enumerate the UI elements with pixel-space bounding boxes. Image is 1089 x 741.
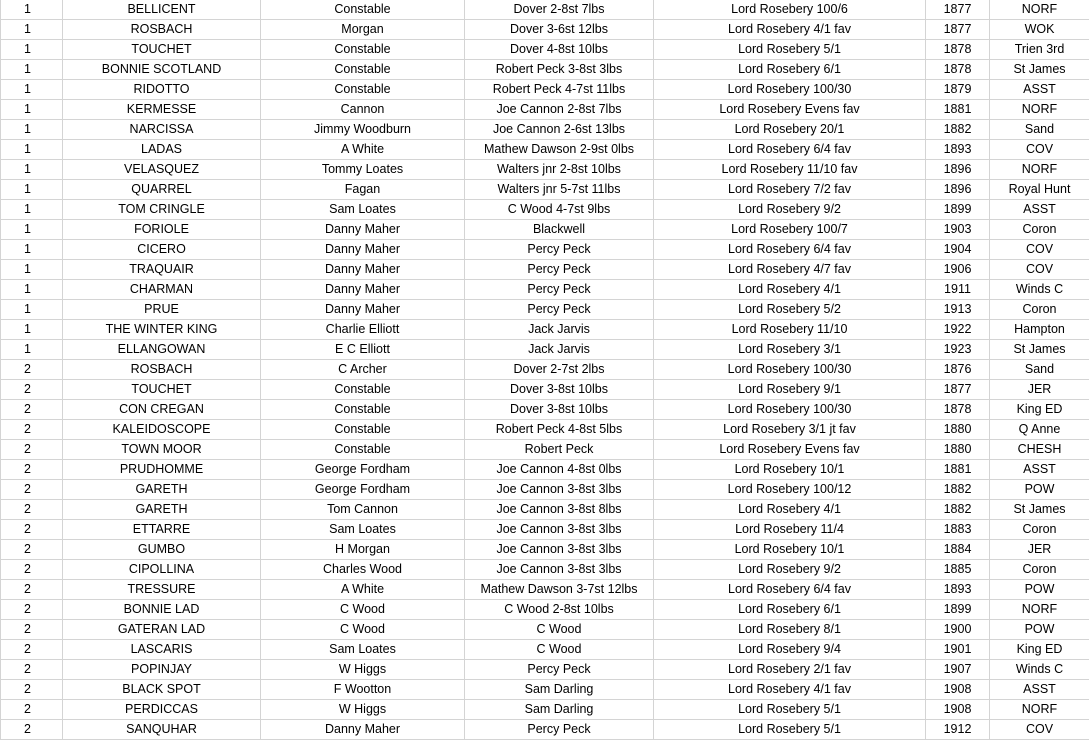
- jockey-cell[interactable]: C Wood: [261, 600, 465, 620]
- table-row: [1, 80, 1089, 100]
- horse-cell[interactable]: TRESSURE: [63, 580, 261, 600]
- jockey-cell[interactable]: Constable: [261, 440, 465, 460]
- owner-odds-cell[interactable]: Lord Rosebery 10/1: [654, 540, 926, 560]
- place-cell[interactable]: 1: [1, 260, 63, 280]
- trainer-cell[interactable]: Dover 2-8st 7lbs: [465, 0, 654, 20]
- horse-cell[interactable]: BONNIE LAD: [63, 600, 261, 620]
- trainer-cell[interactable]: Percy Peck: [465, 240, 654, 260]
- place-cell[interactable]: 1: [1, 100, 63, 120]
- owner-odds-cell[interactable]: Lord Rosebery 6/4 fav: [654, 140, 926, 160]
- race-cell[interactable]: ASST: [990, 680, 1089, 700]
- year-cell[interactable]: 1878: [926, 60, 990, 80]
- jockey-cell[interactable]: George Fordham: [261, 480, 465, 500]
- horse-cell[interactable]: CICERO: [63, 240, 261, 260]
- jockey-cell[interactable]: Constable: [261, 40, 465, 60]
- trainer-cell[interactable]: Robert Peck 3-8st 3lbs: [465, 60, 654, 80]
- trainer-cell[interactable]: C Wood: [465, 620, 654, 640]
- trainer-cell[interactable]: Mathew Dawson 3-7st 12lbs: [465, 580, 654, 600]
- owner-odds-cell[interactable]: Lord Rosebery 100/12: [654, 480, 926, 500]
- table-row: [1, 520, 1089, 540]
- year-cell[interactable]: 1882: [926, 480, 990, 500]
- horse-cell[interactable]: ROSBACH: [63, 360, 261, 380]
- year-cell[interactable]: 1881: [926, 460, 990, 480]
- place-cell[interactable]: 2: [1, 660, 63, 680]
- place-cell[interactable]: 2: [1, 480, 63, 500]
- jockey-cell[interactable]: Fagan: [261, 180, 465, 200]
- owner-odds-cell[interactable]: Lord Rosebery 9/2: [654, 560, 926, 580]
- year-cell[interactable]: 1901: [926, 640, 990, 660]
- race-cell[interactable]: Hampton: [990, 320, 1089, 340]
- place-cell[interactable]: 1: [1, 0, 63, 20]
- year-cell[interactable]: 1908: [926, 700, 990, 720]
- table-row: [1, 560, 1089, 580]
- race-cell[interactable]: Coron: [990, 300, 1089, 320]
- trainer-cell[interactable]: Joe Cannon 3-8st 3lbs: [465, 540, 654, 560]
- jockey-cell[interactable]: Danny Maher: [261, 300, 465, 320]
- owner-odds-cell[interactable]: Lord Rosebery 6/4 fav: [654, 580, 926, 600]
- horse-cell[interactable]: PRUE: [63, 300, 261, 320]
- horse-cell[interactable]: CIPOLLINA: [63, 560, 261, 580]
- owner-odds-cell[interactable]: Lord Rosebery 9/4: [654, 640, 926, 660]
- table-row: [1, 60, 1089, 80]
- horse-cell[interactable]: TOUCHET: [63, 380, 261, 400]
- trainer-cell[interactable]: Robert Peck 4-8st 5lbs: [465, 420, 654, 440]
- horse-cell[interactable]: TOWN MOOR: [63, 440, 261, 460]
- table-row: [1, 500, 1089, 520]
- jockey-cell[interactable]: Tommy Loates: [261, 160, 465, 180]
- race-cell[interactable]: NORF: [990, 0, 1089, 20]
- race-cell[interactable]: Coron: [990, 520, 1089, 540]
- jockey-cell[interactable]: Danny Maher: [261, 240, 465, 260]
- year-cell[interactable]: 1880: [926, 440, 990, 460]
- table-row: [1, 640, 1089, 660]
- race-cell[interactable]: St James: [990, 60, 1089, 80]
- trainer-cell[interactable]: Dover 2-7st 2lbs: [465, 360, 654, 380]
- jockey-cell[interactable]: Constable: [261, 0, 465, 20]
- table-row: [1, 220, 1089, 240]
- place-cell[interactable]: 1: [1, 40, 63, 60]
- place-cell[interactable]: 1: [1, 200, 63, 220]
- table-row: [1, 320, 1089, 340]
- race-cell[interactable]: COV: [990, 720, 1089, 740]
- horse-cell[interactable]: ETTARRE: [63, 520, 261, 540]
- table-row: [1, 540, 1089, 560]
- table-row: [1, 620, 1089, 640]
- race-cell[interactable]: WOK: [990, 20, 1089, 40]
- owner-odds-cell[interactable]: Lord Rosebery 100/30: [654, 360, 926, 380]
- race-cell[interactable]: COV: [990, 240, 1089, 260]
- jockey-cell[interactable]: H Morgan: [261, 540, 465, 560]
- place-cell[interactable]: 2: [1, 700, 63, 720]
- trainer-cell[interactable]: Joe Cannon 3-8st 3lbs: [465, 560, 654, 580]
- jockey-cell[interactable]: Sam Loates: [261, 640, 465, 660]
- race-cell[interactable]: JER: [990, 540, 1089, 560]
- trainer-cell[interactable]: Percy Peck: [465, 260, 654, 280]
- race-cell[interactable]: St James: [990, 340, 1089, 360]
- horse-cell[interactable]: FORIOLE: [63, 220, 261, 240]
- race-cell[interactable]: NORF: [990, 160, 1089, 180]
- table-row: [1, 580, 1089, 600]
- year-cell[interactable]: 1881: [926, 100, 990, 120]
- owner-odds-cell[interactable]: Lord Rosebery Evens fav: [654, 100, 926, 120]
- trainer-cell[interactable]: Jack Jarvis: [465, 340, 654, 360]
- place-cell[interactable]: 1: [1, 300, 63, 320]
- place-cell[interactable]: 2: [1, 600, 63, 620]
- year-cell[interactable]: 1908: [926, 680, 990, 700]
- owner-odds-cell[interactable]: Lord Rosebery 3/1: [654, 340, 926, 360]
- year-cell[interactable]: 1882: [926, 500, 990, 520]
- trainer-cell[interactable]: Mathew Dawson 2-9st 0lbs: [465, 140, 654, 160]
- table-row: [1, 680, 1089, 700]
- owner-odds-cell[interactable]: Lord Rosebery 2/1 fav: [654, 660, 926, 680]
- owner-odds-cell[interactable]: Lord Rosebery 9/2: [654, 200, 926, 220]
- jockey-cell[interactable]: Sam Loates: [261, 200, 465, 220]
- table-row: [1, 160, 1089, 180]
- horse-cell[interactable]: CON CREGAN: [63, 400, 261, 420]
- jockey-cell[interactable]: Charles Wood: [261, 560, 465, 580]
- horse-cell[interactable]: KALEIDOSCOPE: [63, 420, 261, 440]
- horse-cell[interactable]: GARETH: [63, 500, 261, 520]
- table-row: [1, 600, 1089, 620]
- year-cell[interactable]: 1911: [926, 280, 990, 300]
- place-cell[interactable]: 1: [1, 60, 63, 80]
- horse-cell[interactable]: POPINJAY: [63, 660, 261, 680]
- race-cell[interactable]: CHESH: [990, 440, 1089, 460]
- table-row: [1, 300, 1089, 320]
- horse-cell[interactable]: LASCARIS: [63, 640, 261, 660]
- table-row: [1, 20, 1089, 40]
- owner-odds-cell[interactable]: Lord Rosebery 5/1: [654, 40, 926, 60]
- table-row: [1, 380, 1089, 400]
- table-row: [1, 720, 1089, 740]
- horse-cell[interactable]: THE WINTER KING: [63, 320, 261, 340]
- trainer-cell[interactable]: Robert Peck 4-7st 11lbs: [465, 80, 654, 100]
- jockey-cell[interactable]: Constable: [261, 380, 465, 400]
- year-cell[interactable]: 1913: [926, 300, 990, 320]
- trainer-cell[interactable]: Dover 3-8st 10lbs: [465, 380, 654, 400]
- place-cell[interactable]: 2: [1, 360, 63, 380]
- place-cell[interactable]: 2: [1, 520, 63, 540]
- jockey-cell[interactable]: George Fordham: [261, 460, 465, 480]
- table-row: [1, 280, 1089, 300]
- owner-odds-cell[interactable]: Lord Rosebery 100/30: [654, 80, 926, 100]
- owner-odds-cell[interactable]: Lord Rosebery 6/1: [654, 600, 926, 620]
- year-cell[interactable]: 1896: [926, 160, 990, 180]
- race-cell[interactable]: Winds C: [990, 660, 1089, 680]
- trainer-cell[interactable]: Dover 3-6st 12lbs: [465, 20, 654, 40]
- trainer-cell[interactable]: Dover 3-8st 10lbs: [465, 400, 654, 420]
- table-row: [1, 120, 1089, 140]
- place-cell[interactable]: 1: [1, 180, 63, 200]
- place-cell[interactable]: 2: [1, 540, 63, 560]
- horse-cell[interactable]: ROSBACH: [63, 20, 261, 40]
- jockey-cell[interactable]: Charlie Elliott: [261, 320, 465, 340]
- owner-odds-cell[interactable]: Lord Rosebery 9/1: [654, 380, 926, 400]
- race-cell[interactable]: ASST: [990, 460, 1089, 480]
- place-cell[interactable]: 1: [1, 160, 63, 180]
- year-cell[interactable]: 1899: [926, 200, 990, 220]
- jockey-cell[interactable]: A White: [261, 140, 465, 160]
- race-cell[interactable]: King ED: [990, 640, 1089, 660]
- jockey-cell[interactable]: Constable: [261, 60, 465, 80]
- jockey-cell[interactable]: Danny Maher: [261, 280, 465, 300]
- owner-odds-cell[interactable]: Lord Rosebery 3/1 jt fav: [654, 420, 926, 440]
- race-cell[interactable]: Coron: [990, 560, 1089, 580]
- place-cell[interactable]: 2: [1, 580, 63, 600]
- table-row: [1, 420, 1089, 440]
- horse-cell[interactable]: ELLANGOWAN: [63, 340, 261, 360]
- jockey-cell[interactable]: F Wootton: [261, 680, 465, 700]
- place-cell[interactable]: 2: [1, 640, 63, 660]
- owner-odds-cell[interactable]: Lord Rosebery 6/4 fav: [654, 240, 926, 260]
- table-row: [1, 460, 1089, 480]
- race-cell[interactable]: King ED: [990, 400, 1089, 420]
- race-cell[interactable]: POW: [990, 580, 1089, 600]
- trainer-cell[interactable]: Joe Cannon 2-6st 13lbs: [465, 120, 654, 140]
- horse-cell[interactable]: KERMESSE: [63, 100, 261, 120]
- jockey-cell[interactable]: Morgan: [261, 20, 465, 40]
- race-cell[interactable]: Royal Hunt: [990, 180, 1089, 200]
- jockey-cell[interactable]: E C Elliott: [261, 340, 465, 360]
- year-cell[interactable]: 1893: [926, 140, 990, 160]
- year-cell[interactable]: 1904: [926, 240, 990, 260]
- place-cell[interactable]: 1: [1, 280, 63, 300]
- table-row: [1, 180, 1089, 200]
- table-row: [1, 140, 1089, 160]
- race-cell[interactable]: NORF: [990, 700, 1089, 720]
- horse-cell[interactable]: TRAQUAIR: [63, 260, 261, 280]
- race-cell[interactable]: NORF: [990, 600, 1089, 620]
- trainer-cell[interactable]: C Wood 2-8st 10lbs: [465, 600, 654, 620]
- owner-odds-cell[interactable]: Lord Rosebery 4/1: [654, 500, 926, 520]
- place-cell[interactable]: 2: [1, 500, 63, 520]
- year-cell[interactable]: 1882: [926, 120, 990, 140]
- table-row: [1, 440, 1089, 460]
- owner-odds-cell[interactable]: Lord Rosebery 100/30: [654, 400, 926, 420]
- horse-cell[interactable]: TOUCHET: [63, 40, 261, 60]
- race-cell[interactable]: ASST: [990, 200, 1089, 220]
- trainer-cell[interactable]: Sam Darling: [465, 700, 654, 720]
- owner-odds-cell[interactable]: Lord Rosebery 7/2 fav: [654, 180, 926, 200]
- table-row: [1, 480, 1089, 500]
- race-cell[interactable]: POW: [990, 620, 1089, 640]
- horse-cell[interactable]: BONNIE SCOTLAND: [63, 60, 261, 80]
- race-cell[interactable]: Sand: [990, 360, 1089, 380]
- jockey-cell[interactable]: Sam Loates: [261, 520, 465, 540]
- race-cell[interactable]: Sand: [990, 120, 1089, 140]
- jockey-cell[interactable]: Constable: [261, 80, 465, 100]
- owner-odds-cell[interactable]: Lord Rosebery 100/7: [654, 220, 926, 240]
- horse-cell[interactable]: LADAS: [63, 140, 261, 160]
- horse-cell[interactable]: TOM CRINGLE: [63, 200, 261, 220]
- place-cell[interactable]: 1: [1, 240, 63, 260]
- trainer-cell[interactable]: Joe Cannon 3-8st 8lbs: [465, 500, 654, 520]
- table-row: [1, 340, 1089, 360]
- year-cell[interactable]: 1899: [926, 600, 990, 620]
- jockey-cell[interactable]: Constable: [261, 400, 465, 420]
- jockey-cell[interactable]: Danny Maher: [261, 720, 465, 740]
- year-cell[interactable]: 1876: [926, 360, 990, 380]
- year-cell[interactable]: 1883: [926, 520, 990, 540]
- horse-cell[interactable]: SANQUHAR: [63, 720, 261, 740]
- owner-odds-cell[interactable]: Lord Rosebery 11/10 fav: [654, 160, 926, 180]
- year-cell[interactable]: 1912: [926, 720, 990, 740]
- owner-odds-cell[interactable]: Lord Rosebery 4/1 fav: [654, 680, 926, 700]
- place-cell[interactable]: 2: [1, 380, 63, 400]
- horse-cell[interactable]: BLACK SPOT: [63, 680, 261, 700]
- race-cell[interactable]: Q Anne: [990, 420, 1089, 440]
- year-cell[interactable]: 1922: [926, 320, 990, 340]
- jockey-cell[interactable]: W Higgs: [261, 700, 465, 720]
- owner-odds-cell[interactable]: Lord Rosebery 20/1: [654, 120, 926, 140]
- trainer-cell[interactable]: Percy Peck: [465, 660, 654, 680]
- trainer-cell[interactable]: Percy Peck: [465, 300, 654, 320]
- jockey-cell[interactable]: A White: [261, 580, 465, 600]
- owner-odds-cell[interactable]: Lord Rosebery 10/1: [654, 460, 926, 480]
- year-cell[interactable]: 1923: [926, 340, 990, 360]
- horse-cell[interactable]: GUMBO: [63, 540, 261, 560]
- year-cell[interactable]: 1893: [926, 580, 990, 600]
- race-cell[interactable]: Winds C: [990, 280, 1089, 300]
- table-row: [1, 200, 1089, 220]
- table-row: [1, 40, 1089, 60]
- year-cell[interactable]: 1903: [926, 220, 990, 240]
- horse-cell[interactable]: PRUDHOMME: [63, 460, 261, 480]
- table-row: [1, 660, 1089, 680]
- year-cell[interactable]: 1877: [926, 0, 990, 20]
- trainer-cell[interactable]: Blackwell: [465, 220, 654, 240]
- spreadsheet-body: [1, 0, 1089, 740]
- place-cell[interactable]: 1: [1, 320, 63, 340]
- owner-odds-cell[interactable]: Lord Rosebery 100/6: [654, 0, 926, 20]
- owner-odds-cell[interactable]: Lord Rosebery 5/1: [654, 720, 926, 740]
- year-cell[interactable]: 1907: [926, 660, 990, 680]
- place-cell[interactable]: 2: [1, 460, 63, 480]
- table-row: [1, 0, 1089, 20]
- trainer-cell[interactable]: Percy Peck: [465, 280, 654, 300]
- year-cell[interactable]: 1906: [926, 260, 990, 280]
- race-cell[interactable]: POW: [990, 480, 1089, 500]
- place-cell[interactable]: 1: [1, 340, 63, 360]
- jockey-cell[interactable]: Constable: [261, 420, 465, 440]
- race-cell[interactable]: NORF: [990, 100, 1089, 120]
- place-cell[interactable]: 1: [1, 120, 63, 140]
- year-cell[interactable]: 1878: [926, 400, 990, 420]
- place-cell[interactable]: 1: [1, 20, 63, 40]
- horse-cell[interactable]: NARCISSA: [63, 120, 261, 140]
- place-cell[interactable]: 2: [1, 680, 63, 700]
- owner-odds-cell[interactable]: Lord Rosebery 4/1 fav: [654, 20, 926, 40]
- jockey-cell[interactable]: Jimmy Woodburn: [261, 120, 465, 140]
- jockey-cell[interactable]: Cannon: [261, 100, 465, 120]
- race-cell[interactable]: COV: [990, 140, 1089, 160]
- jockey-cell[interactable]: W Higgs: [261, 660, 465, 680]
- owner-odds-cell[interactable]: Lord Rosebery 8/1: [654, 620, 926, 640]
- horse-cell[interactable]: GARETH: [63, 480, 261, 500]
- table-row: [1, 360, 1089, 380]
- race-cell[interactable]: COV: [990, 260, 1089, 280]
- year-cell[interactable]: 1877: [926, 20, 990, 40]
- year-cell[interactable]: 1896: [926, 180, 990, 200]
- place-cell[interactable]: 2: [1, 620, 63, 640]
- owner-odds-cell[interactable]: Lord Rosebery 11/4: [654, 520, 926, 540]
- table-row: [1, 260, 1089, 280]
- horse-cell[interactable]: CHARMAN: [63, 280, 261, 300]
- year-cell[interactable]: 1885: [926, 560, 990, 580]
- race-cell[interactable]: JER: [990, 380, 1089, 400]
- trainer-cell[interactable]: Joe Cannon 4-8st 0lbs: [465, 460, 654, 480]
- place-cell[interactable]: 1: [1, 80, 63, 100]
- trainer-cell[interactable]: C Wood 4-7st 9lbs: [465, 200, 654, 220]
- table-row: [1, 400, 1089, 420]
- owner-odds-cell[interactable]: Lord Rosebery 6/1: [654, 60, 926, 80]
- jockey-cell[interactable]: C Wood: [261, 620, 465, 640]
- place-cell[interactable]: 1: [1, 140, 63, 160]
- trainer-cell[interactable]: C Wood: [465, 640, 654, 660]
- trainer-cell[interactable]: Walters jnr 5-7st 11lbs: [465, 180, 654, 200]
- year-cell[interactable]: 1880: [926, 420, 990, 440]
- place-cell[interactable]: 2: [1, 420, 63, 440]
- owner-odds-cell[interactable]: Lord Rosebery 4/7 fav: [654, 260, 926, 280]
- trainer-cell[interactable]: Joe Cannon 2-8st 7lbs: [465, 100, 654, 120]
- trainer-cell[interactable]: Joe Cannon 3-8st 3lbs: [465, 520, 654, 540]
- horse-cell[interactable]: RIDOTTO: [63, 80, 261, 100]
- race-cell[interactable]: Trien 3rd: [990, 40, 1089, 60]
- horse-cell[interactable]: GATERAN LAD: [63, 620, 261, 640]
- trainer-cell[interactable]: Jack Jarvis: [465, 320, 654, 340]
- owner-odds-cell[interactable]: Lord Rosebery 4/1: [654, 280, 926, 300]
- owner-odds-cell[interactable]: Lord Rosebery 5/2: [654, 300, 926, 320]
- owner-odds-cell[interactable]: Lord Rosebery 11/10: [654, 320, 926, 340]
- place-cell[interactable]: 2: [1, 400, 63, 420]
- horse-cell[interactable]: PERDICCAS: [63, 700, 261, 720]
- trainer-cell[interactable]: Percy Peck: [465, 720, 654, 740]
- year-cell[interactable]: 1877: [926, 380, 990, 400]
- table-row: [1, 700, 1089, 720]
- race-cell[interactable]: St James: [990, 500, 1089, 520]
- jockey-cell[interactable]: C Archer: [261, 360, 465, 380]
- trainer-cell[interactable]: Walters jnr 2-8st 10lbs: [465, 160, 654, 180]
- year-cell[interactable]: 1878: [926, 40, 990, 60]
- table-row: [1, 100, 1089, 120]
- horse-cell[interactable]: QUARREL: [63, 180, 261, 200]
- place-cell[interactable]: 2: [1, 720, 63, 740]
- table-row: [1, 240, 1089, 260]
- trainer-cell[interactable]: Robert Peck: [465, 440, 654, 460]
- jockey-cell[interactable]: Danny Maher: [261, 220, 465, 240]
- year-cell[interactable]: 1884: [926, 540, 990, 560]
- owner-odds-cell[interactable]: Lord Rosebery 5/1: [654, 700, 926, 720]
- jockey-cell[interactable]: Tom Cannon: [261, 500, 465, 520]
- horse-cell[interactable]: BELLICENT: [63, 0, 261, 20]
- trainer-cell[interactable]: Sam Darling: [465, 680, 654, 700]
- horse-cell[interactable]: VELASQUEZ: [63, 160, 261, 180]
- place-cell[interactable]: 1: [1, 220, 63, 240]
- year-cell[interactable]: 1879: [926, 80, 990, 100]
- place-cell[interactable]: 2: [1, 560, 63, 580]
- race-cell[interactable]: ASST: [990, 80, 1089, 100]
- jockey-cell[interactable]: Danny Maher: [261, 260, 465, 280]
- year-cell[interactable]: 1900: [926, 620, 990, 640]
- trainer-cell[interactable]: Dover 4-8st 10lbs: [465, 40, 654, 60]
- trainer-cell[interactable]: Joe Cannon 3-8st 3lbs: [465, 480, 654, 500]
- place-cell[interactable]: 2: [1, 440, 63, 460]
- race-cell[interactable]: Coron: [990, 220, 1089, 240]
- owner-odds-cell[interactable]: Lord Rosebery Evens fav: [654, 440, 926, 460]
